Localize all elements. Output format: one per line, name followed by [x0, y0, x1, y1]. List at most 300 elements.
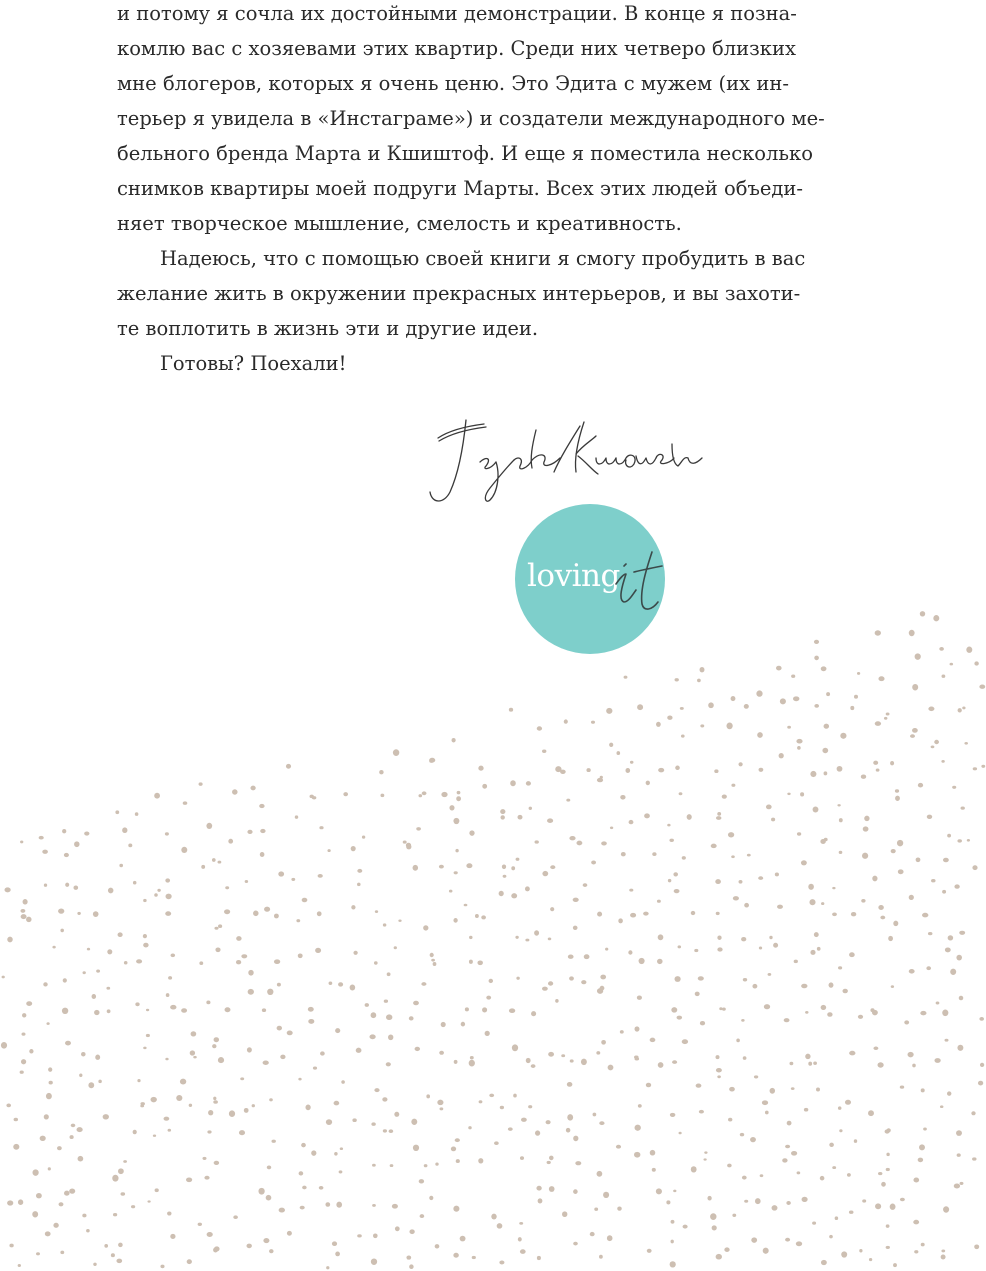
speckle-dot: [250, 786, 255, 791]
speckle-dot: [772, 1205, 778, 1211]
speckle-dot: [204, 1176, 209, 1180]
speckle-dot: [934, 1058, 940, 1063]
speckle-dot: [419, 1179, 424, 1183]
speckle-dot: [872, 1010, 878, 1015]
speckle-dot: [165, 1058, 168, 1061]
speckle-dot: [888, 936, 893, 941]
speckle-dot: [165, 911, 171, 916]
speckle-dot: [107, 949, 112, 954]
speckle-dot: [947, 834, 951, 838]
speckle-dot: [165, 878, 170, 882]
speckle-dot: [49, 1081, 53, 1085]
speckle-dot: [743, 1056, 747, 1060]
speckle-dot: [74, 841, 79, 847]
speckle-dot: [939, 647, 944, 651]
speckle-dot: [895, 796, 900, 801]
speckle-dot: [809, 899, 815, 905]
speckle-dot: [214, 1161, 220, 1165]
speckle-dot: [409, 1016, 414, 1020]
speckle-dot: [429, 758, 435, 763]
speckle-dot: [897, 840, 903, 847]
speckle-dot: [233, 1215, 238, 1219]
speckle-dot: [817, 947, 821, 951]
speckle-dot: [362, 835, 365, 838]
speckle-dot: [137, 1079, 140, 1082]
speckle-dot: [357, 869, 362, 873]
speckle-dot: [365, 1003, 369, 1007]
speckle-dot: [413, 1001, 419, 1006]
speckle-dot: [842, 989, 847, 994]
speckle-dot: [698, 976, 704, 980]
speckle-dot: [710, 1213, 716, 1220]
speckle-dot: [679, 792, 683, 795]
speckle-dot: [424, 1164, 428, 1167]
speckle-dot: [716, 1068, 722, 1072]
speckle-dot: [849, 1210, 854, 1213]
speckle-dot: [826, 692, 830, 696]
speckle-dot: [941, 760, 944, 763]
speckle-dot: [325, 1202, 330, 1206]
speckle-dot: [816, 1088, 820, 1092]
speckle-dot: [700, 1021, 705, 1025]
speckle-dot: [32, 1211, 38, 1217]
speckle-dot: [214, 1037, 219, 1042]
speckle-dot: [375, 910, 378, 913]
speckle-dot: [729, 1087, 735, 1092]
speckle-dot: [207, 1232, 213, 1237]
speckle-dot: [44, 1114, 49, 1119]
speckle-dot: [119, 864, 123, 867]
speckle-dot: [469, 960, 473, 964]
speckle-dot: [155, 1188, 159, 1192]
speckle-dot: [570, 1059, 574, 1062]
speckle-dot: [791, 674, 795, 677]
speckle-dot: [518, 815, 523, 820]
speckle-dot: [535, 840, 539, 843]
speckle-dot: [910, 734, 915, 738]
speckle-dot: [280, 1055, 285, 1060]
speckle-dot: [482, 784, 487, 789]
speckle-dot: [821, 1005, 827, 1010]
speckle-dot: [469, 830, 474, 836]
speckle-dot: [962, 706, 965, 709]
speckle-dot: [118, 1168, 124, 1174]
speckle-dot: [594, 1208, 598, 1211]
speckle-dot: [814, 932, 819, 937]
speckle-dot: [107, 1009, 111, 1013]
speckle-dot: [57, 1146, 62, 1150]
speckle-dot: [199, 782, 203, 785]
speckle-dot: [719, 1007, 722, 1010]
speckle-dot: [143, 1047, 146, 1050]
speckle-dot: [423, 925, 428, 930]
speckle-dot: [620, 795, 625, 800]
speckle-dot: [959, 931, 965, 935]
speckle-dot: [573, 1136, 578, 1142]
speckle-dot: [603, 1192, 609, 1198]
speckle-dot: [171, 953, 176, 957]
speckle-dot: [827, 1012, 832, 1016]
speckle-dot: [430, 953, 434, 957]
speckle-dot: [500, 1106, 504, 1109]
speckle-dot: [878, 676, 884, 681]
speckle-dot: [573, 926, 578, 930]
speckle-dot: [796, 739, 802, 744]
speckle-dot: [229, 1110, 235, 1117]
speckle-dot: [386, 1062, 391, 1066]
speckle-dot: [941, 1249, 945, 1252]
speckle-dot: [499, 1261, 504, 1265]
speckle-dot: [621, 852, 626, 856]
speckle-dot: [382, 1097, 387, 1101]
speckle-dot: [696, 1083, 702, 1087]
speckle-dot: [236, 936, 241, 941]
speckle-dot: [813, 1062, 817, 1065]
text-line: Надеюсь, что с помощью своей книги я смогу пробудить в вас: [160, 247, 806, 270]
speckle-dot: [593, 1113, 597, 1117]
speckle-dot: [259, 804, 264, 808]
speckle-dot: [731, 855, 735, 858]
speckle-dot: [454, 1060, 458, 1064]
speckle-dot: [797, 1171, 801, 1174]
speckle-dot: [36, 1193, 42, 1198]
speckle-dot: [372, 1204, 376, 1207]
speckle-dot: [335, 1028, 340, 1033]
speckle-dot: [406, 844, 411, 849]
speckle-dot: [218, 924, 222, 928]
speckle-dot: [374, 961, 378, 964]
speckle-dot: [797, 832, 801, 835]
speckle-dot: [86, 1229, 90, 1232]
speckle-dot: [909, 895, 914, 900]
speckle-dot: [802, 1197, 808, 1202]
speckle-dot: [394, 1112, 399, 1117]
speckle-dot: [308, 1007, 314, 1012]
speckle-dot: [561, 1054, 565, 1057]
speckle-dot: [628, 950, 632, 954]
speckle-dot: [128, 843, 132, 847]
speckle-dot: [189, 1104, 192, 1107]
speckle-dot: [912, 1064, 916, 1068]
speckle-dot: [426, 1094, 430, 1098]
speckle-dot: [872, 876, 877, 882]
speckle-dot: [489, 1094, 494, 1098]
speckle-dot: [742, 1176, 747, 1180]
speckle-dot: [245, 880, 248, 883]
speckle-dot: [193, 1056, 197, 1059]
speckle-dot: [801, 860, 807, 865]
speckle-dot: [103, 1114, 109, 1119]
speckle-dot: [750, 1137, 756, 1142]
speckle-dot: [920, 1011, 926, 1015]
speckle-dot: [9, 1244, 13, 1248]
speckle-dot: [786, 1201, 790, 1205]
speckle-dot: [900, 1198, 905, 1202]
speckle-dot: [548, 937, 552, 940]
speckle-dot: [83, 971, 86, 974]
speckle-dot: [454, 871, 458, 874]
speckle-dot: [667, 824, 670, 827]
speckle-dot: [22, 1013, 26, 1017]
speckle-dot: [717, 935, 721, 940]
speckle-dot: [7, 937, 12, 943]
speckle-dot: [300, 1206, 305, 1210]
speckle-dot: [727, 1164, 732, 1168]
speckle-dot: [248, 989, 254, 995]
speckle-dot: [453, 818, 459, 824]
speckle-dot: [176, 1095, 182, 1101]
speckle-dot: [272, 1140, 276, 1143]
speckle-dot: [1, 1042, 7, 1049]
speckle-dot: [549, 1156, 554, 1161]
speckle-dot: [244, 1108, 249, 1113]
speckle-dot: [568, 954, 574, 958]
speckle-dot: [829, 1143, 834, 1147]
speckle-dot: [513, 1094, 517, 1098]
speckle-dot: [84, 832, 89, 836]
speckle-dot: [832, 1166, 836, 1169]
speckle-dot: [752, 984, 757, 989]
speckle-dot: [439, 865, 444, 869]
speckle-dot: [646, 1083, 651, 1087]
speckle-dot: [810, 950, 815, 955]
speckle-dot: [460, 1236, 466, 1242]
speckle-dot: [343, 792, 348, 796]
speckle-dot: [81, 1052, 86, 1057]
speckle-dot: [890, 761, 894, 765]
speckle-dot: [731, 696, 736, 701]
speckle-dot: [687, 814, 692, 820]
speckle-dot: [931, 879, 936, 882]
text-line: и потому я сочла их достойными демонстрации. В конце я позна-: [117, 2, 797, 25]
speckle-dot: [785, 1238, 790, 1242]
speckle-dot: [151, 1097, 157, 1102]
speckle-dot: [744, 1200, 748, 1203]
speckle-dot: [656, 1188, 662, 1194]
speckle-dot: [912, 728, 918, 733]
speckle-dot: [869, 1258, 872, 1261]
speckle-dot: [717, 812, 721, 816]
speckle-dot: [942, 1010, 948, 1017]
speckle-dot: [253, 911, 258, 917]
speckle-dot: [717, 1075, 721, 1078]
speckle-dot: [854, 1139, 857, 1143]
speckle-dot: [801, 984, 807, 989]
speckle-dot: [453, 918, 457, 923]
speckle-dot: [732, 1214, 736, 1217]
speckle-dot: [464, 904, 468, 907]
speckle-dot: [569, 976, 574, 980]
speckle-dot: [682, 856, 686, 860]
speckle-dot: [581, 980, 586, 984]
speckle-dot: [677, 1016, 682, 1020]
speckle-dot: [796, 1241, 802, 1246]
speckle-dot: [885, 1129, 890, 1133]
speckle-dot: [728, 832, 734, 837]
speckle-dot: [961, 806, 965, 809]
speckle-dot: [241, 954, 247, 958]
speckle-dot: [600, 776, 603, 779]
speckle-dot: [674, 889, 680, 893]
speckle-dot: [832, 913, 837, 917]
speckle-dot: [335, 1252, 340, 1257]
speckle-dot: [979, 684, 985, 688]
speckle-dot: [388, 1034, 393, 1040]
speckle-dot: [741, 937, 746, 941]
speckle-dot: [526, 1058, 531, 1063]
speckle-dot: [452, 738, 456, 743]
speckle-dot: [979, 1017, 984, 1021]
speckle-dot: [528, 1105, 532, 1108]
speckle-dot: [547, 1161, 551, 1164]
speckle-dot: [65, 883, 69, 887]
speckle-dot: [680, 707, 684, 710]
speckle-dot: [668, 879, 671, 882]
speckle-dot: [286, 764, 291, 769]
speckle-dot: [157, 889, 160, 892]
speckle-dot: [908, 1052, 914, 1057]
speckle-dot: [822, 748, 828, 753]
speckle-dot: [437, 1100, 443, 1106]
speckle-dot: [813, 806, 819, 812]
speckle-dot: [916, 857, 921, 862]
speckle-dot: [708, 702, 714, 708]
speckle-dot: [20, 909, 25, 913]
speckle-dot: [863, 826, 869, 831]
speckle-dot: [70, 1135, 74, 1139]
speckle-dot: [884, 717, 887, 720]
speckle-dot: [199, 961, 203, 965]
speckle-dot: [868, 1110, 874, 1116]
speckle-dot: [131, 1205, 135, 1208]
speckle-dot: [96, 970, 100, 973]
speckle-dot: [597, 912, 602, 917]
speckle-dot: [62, 1008, 68, 1014]
speckle-dot: [717, 947, 722, 951]
speckle-dot: [913, 1220, 919, 1225]
speckle-dot: [780, 698, 786, 704]
speckle-dot: [320, 1051, 325, 1055]
speckle-dot: [584, 954, 590, 959]
text-line: Готовы? Поехали!: [160, 352, 347, 375]
speckle-dot: [440, 1107, 444, 1110]
speckle-dot: [858, 1015, 863, 1019]
speckle-dot: [494, 1141, 499, 1145]
speckle-dot: [895, 789, 899, 792]
speckle-dot: [187, 1259, 192, 1264]
speckle-dot: [694, 949, 698, 952]
speckle-dot: [215, 947, 220, 952]
speckle-dot: [236, 960, 241, 964]
speckle-dot: [274, 959, 280, 964]
speckle-dot: [715, 879, 721, 884]
speckle-dot: [835, 1216, 839, 1220]
speckle-dot: [104, 1244, 108, 1248]
speckle-dot: [509, 708, 513, 712]
speckle-dot: [264, 907, 270, 912]
speckle-dot: [287, 1031, 293, 1036]
speckle-dot: [334, 1152, 338, 1156]
speckle-dot: [647, 1249, 652, 1253]
speckle-dot: [607, 1235, 613, 1241]
speckle-dot: [392, 1204, 398, 1209]
speckle-dot: [840, 733, 846, 739]
speckle-dot: [824, 724, 830, 729]
speckle-dot: [429, 1196, 433, 1200]
speckle-dot: [479, 1100, 483, 1103]
speckle-dot: [918, 783, 923, 788]
speckle-dot: [681, 735, 685, 738]
speckle-dot: [731, 784, 735, 787]
speckle-dot: [48, 1167, 51, 1170]
speckle-dot: [744, 704, 749, 709]
speckle-dot: [849, 952, 855, 957]
speckle-dot: [808, 884, 814, 890]
speckle-dot: [776, 666, 782, 671]
speckle-dot: [535, 1130, 540, 1135]
speckle-dot: [904, 1020, 909, 1024]
speckle-dot: [416, 827, 421, 830]
speckle-dot: [394, 946, 397, 949]
speckle-dot: [617, 1206, 622, 1210]
speckle-dot: [356, 1048, 362, 1053]
speckle-dot: [650, 1038, 656, 1042]
speckle-dot: [403, 841, 407, 844]
speckle-dot: [643, 912, 649, 916]
speckle-dot: [326, 1119, 332, 1125]
speckle-dot: [451, 1147, 456, 1152]
speckle-dot: [48, 1067, 52, 1071]
text-line: бельного бренда Марта и Кшиштоф. И еще я поместила несколько: [117, 142, 813, 165]
speckle-dot: [413, 1145, 419, 1151]
speckle-dot: [838, 966, 842, 969]
speckle-dot: [630, 913, 636, 918]
speckle-dot: [886, 1246, 890, 1249]
speckle-dot: [213, 1097, 216, 1101]
speckle-dot: [79, 1074, 82, 1078]
speckle-dot: [601, 841, 607, 845]
speckle-dot: [624, 676, 628, 679]
speckle-dot: [567, 1082, 573, 1087]
speckle-dot: [218, 861, 222, 864]
speckle-dot: [980, 1063, 984, 1067]
speckle-dot: [263, 1238, 269, 1243]
speckle-dot: [512, 1044, 518, 1051]
speckle-dot: [550, 907, 554, 911]
speckle-dot: [63, 978, 67, 982]
speckle-dot: [754, 1075, 758, 1078]
speckle-dot: [590, 1232, 595, 1236]
speckle-dot: [667, 716, 672, 720]
speckle-dot: [740, 1133, 744, 1137]
speckle-dot: [564, 719, 568, 723]
speckle-dot: [814, 704, 819, 708]
speckle-dot: [46, 1093, 52, 1099]
speckle-dot: [357, 883, 361, 887]
speckle-dot: [957, 839, 962, 842]
speckle-dot: [605, 948, 608, 951]
speckle-dot: [711, 844, 717, 848]
text-line: мне блогеров, которых я очень ценю. Это Эдита с мужем (их ин-: [117, 72, 789, 95]
speckle-dot: [470, 1056, 474, 1059]
speckle-dot: [380, 794, 384, 798]
speckle-dot: [886, 1168, 890, 1171]
speckle-dot: [53, 1223, 58, 1228]
speckle-dot: [972, 865, 977, 870]
speckle-dot: [509, 1008, 515, 1013]
speckle-dot: [814, 640, 819, 644]
speckle-dot: [909, 969, 915, 974]
